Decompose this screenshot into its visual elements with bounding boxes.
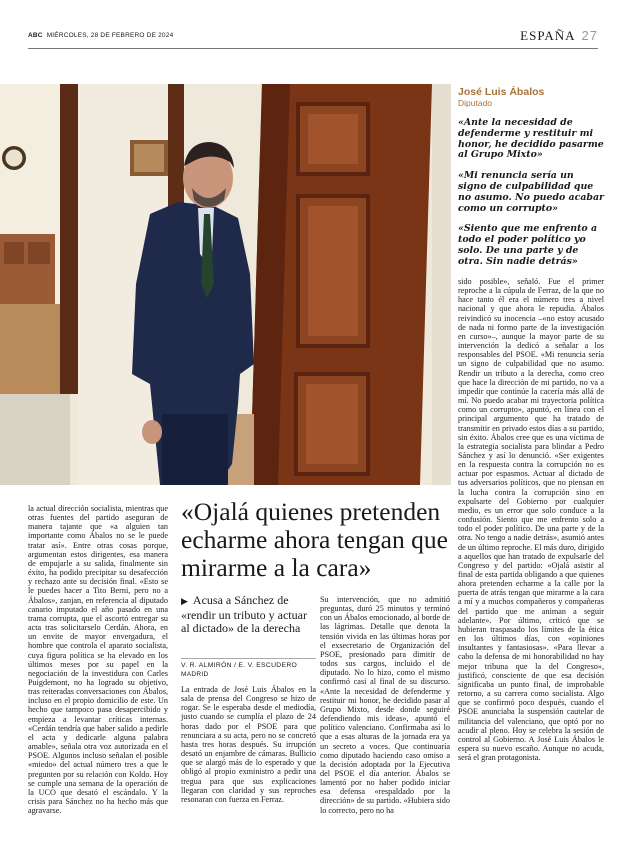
byline-rule: [181, 658, 316, 659]
date-text: MIÉRCOLES, 28 DE FEBRERO DE 2024: [46, 32, 174, 39]
photo-illustration: [0, 84, 451, 485]
article-column-mid1: [181, 685, 316, 804]
article-column-right: [458, 277, 604, 762]
pull-quote-2: «Mi renuncia sería un signo de culpabilidad que no asumo. No puedo acabar como un corrupto»: [458, 170, 604, 214]
article-text-mid1: La entrada de José Luis Ábalos en la sala de prensa del Congreso se hizo de rogar. Se le esperaba desde el mediodía, justo cuando se cumplía el plazo de 24 horas dado por el PSOE para que renunciara a su acta, pero no se concretó hasta tres horas después. Su irrupción desató un enjambre de cámaras. Bullicio que se alargó más de lo esperado y que obligó al propio exministro a pedir una tregua para que sus explicaciones llegaran con claridad y sus reproches resonaran con fuerza en Ferraz.: [181, 685, 316, 804]
pull-quote-1: «Ante la necesidad de defenderme y restituir mi honor, he decidido pasarme al Grupo Mixto»: [458, 117, 604, 161]
article-text-right: sido posible», señaló. Fue el primer reproche a la cúpula de Ferraz, de la que no hace tanto él era el número tres a nivel nacional y que ahora le repudia. Ábalos reivindicó su inocencia –«no estoy acusado de nada ni formo parte de la investigación en curso»–, aunque la mayor parte de su intervención la dedicó a señalar a los responsables del PSOE. «Mi renuncia sería un signo de culpabilidad que no asumo. Rendir un tributo a la derecha, como creo que hace la dirección de mi partido, no va a impedir que continúe la cacería más allá de mí. No puedo acabar mi trayectoria política como un corrupto», apuntó, en línea con el principal argumento que ha tratado de transmitir en privado estos días a su partido, sin éxito. Ábalos cree que es una víctima de la estrategia socialista para blindar a Pedro Sánchez y así lo denunció. «Ser exigentes en la respuesta contra la corrupción no es actuar por espasmos. Actuar al dictado de tus adversarios políticos, que no piensan en la lucha contra la corrupción sino en expulsarte del Gobierno por cualquier medio, es un error que solo conduce a la confusión. Siento que me enfrento solo a todo el poder político. De una parte y de la otra. No tengo a nadie detrás», asumió antes de un último reproche. El más duro, dirigido a aquellos que han tratado de expulsarle del Congreso y del partido: «Ojalá asistir al final de esta partida obligando a que quienes ahora pretenden echarme a la calle por la puerta de atrás tengan que mirarme a la cara a mí y a muchos compañeros y compañeras del partido que me animan a seguir adelante». Por último, criticó que se hubieran traspasado los límites de la ética en los últimos días, con «opiniones insultantes y fantasiosas». «Para llevar a cabo la defensa de mi honorabilidad no hay mejor tribuna que la del Congreso», justificó, consciente de que esa decisión significaba un punto final, de improbable retorno, a su carrera como socialista. Algo que se confirmó poco después, cuando el PSOE anunciaba la suspensión cautelar de militancia del valenciano, que optó por no acudir al pleno. Hoy se celebra la sesión de control al Gobierno. A José Luis Ábalos le espera su nuevo escaño. Aunque no acuda, será el gran protagonista.: [458, 277, 604, 763]
paper-name: ABC: [28, 32, 43, 39]
sidebar-quotes: [458, 86, 604, 278]
folio-date: [28, 32, 173, 39]
article-text-mid2: Su intervención, que no admitió preguntas, duró 25 minutos y terminó con un Ábalos emocionado, al borde de las lágrimas. Detalle que denota la tensión vivida en las últimas horas por el exsecretario de Organización del PSOE, presionado para dimitir de todos sus cargos, incluido el de diputado. No lo hizo, como el mismo confirmó casi al final de su discurso. «Ante la necesidad de defenderme y restituir mi honor, he decidido pasar al Grupo Mixto, desde donde seguiré defendiendo mis ideas», apuntó el político valenciano. Confirmaba así lo que a esas alturas de la jornada era ya un secreto a voces. Que continuaría como diputado haciendo caso omiso a la decisión adoptada por la Ejecutiva del PSOE el día anterior. Ábalos se lamentó por no haber podido iniciar esa defensa «respaldado por la dirección» de su partido. «Hubiera sido lo correcto, pero no ha: [320, 595, 450, 815]
article-column-left: [28, 504, 168, 815]
byline: [181, 662, 316, 678]
quote-speaker-role: Diputado: [458, 98, 493, 108]
header-rule: [28, 48, 598, 49]
page-number: 27: [581, 28, 598, 43]
section-heading: [520, 28, 598, 44]
article-subhead: [181, 594, 316, 636]
byline-city: MADRID: [181, 671, 209, 678]
quote-speaker-name: José Luis Ábalos: [458, 86, 545, 98]
article-column-mid2: [320, 595, 450, 815]
triangle-bullet-icon: ▶: [181, 596, 188, 606]
photo-abalos: [0, 84, 451, 485]
section-name: ESPAÑA: [520, 28, 576, 43]
article-headline: «Ojalá quienes pretenden echarme ahora tengan que mirarme a la cara»: [181, 497, 448, 582]
pull-quote-3: «Siento que me enfrento a todo el poder político yo solo. De una parte y de otra. Sin nadie detrás»: [458, 223, 598, 267]
byline-authors: V. R. ALMIRÓN / E. V. ESCUDERO: [181, 662, 298, 669]
subhead-text: Acusa a Sánchez de «rendir un tributo y actuar al dictado» de la derecha: [181, 593, 307, 635]
article-text-left: la actual dirección socialista, mientras que otras fuentes del partido aseguran de manera tajante que «a alguien tan importante como Ábalos no se le puede tratar así». Entre otras cosas porque, argumentan estos dirigentes, esa manera de empujarle a su salida, finalmente sin éxito, ha podido precipitar su desafección y rechazo ante su decisión final. «Esto se le puedes hacer a Tito Berni, pero no a Ábalos», zanjan, en referencia al diputado canario imputado el año pasado en una trama corrupta, que el ascortó entregar su acta tras solicitarselo Cerdán. Ahora, en un envite de mayor envergadura, el hombre que controla el aparato socialista, cuya figura política se ha elevado en los últimos meses por su papel en la negociación de la investidura con Carles Puigdemont, no ha logrado su objetivo, tras reiteradas conversaciones con Ábalos, incluso en el propio domicilio de este. Un hecho que tampoco pasa desapercibido y empieza a levantar críticas internas. «Cerdán tendría que haber salido a pedirle el acta y dedicarle alguna palabra amable», señala otra voz autorizada en el PSOE. Algunos incluso señalan el posible «miedo» del actual número tres a que le pregunten por su relación con Koldo. Hoy se cumple una semana de la operación de la UCO que desató el escándalo. Y la crisis para Sánchez no ha hecho más que agravarse.: [28, 504, 168, 816]
